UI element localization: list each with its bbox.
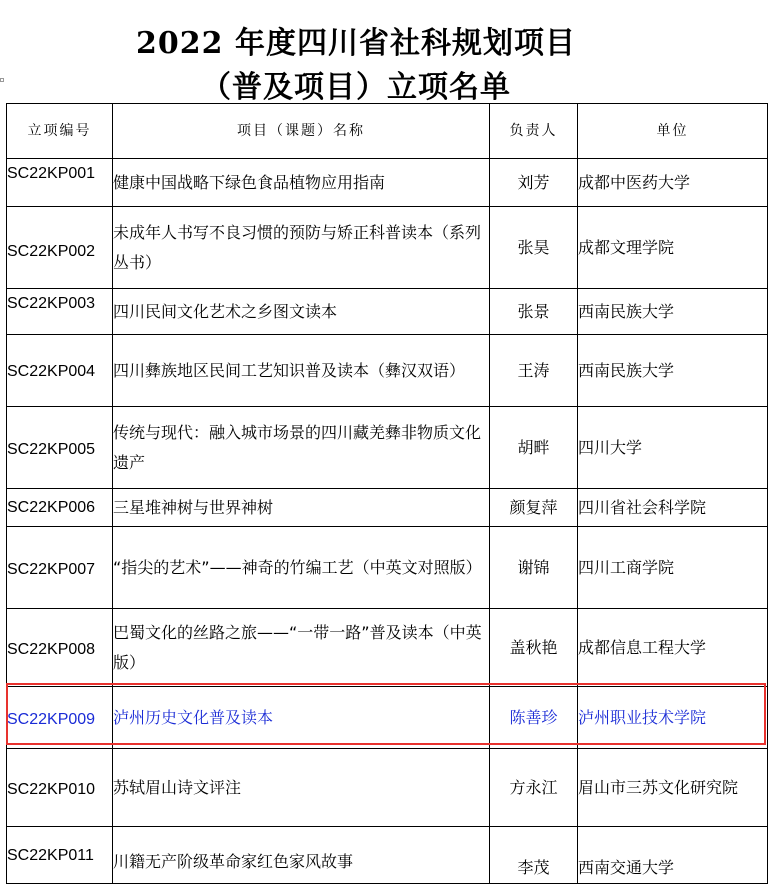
row-name: 巴蜀文化的丝路之旅——“一带一路”普及读本（中英版） — [113, 609, 490, 687]
row-code: SC22KP008 — [7, 609, 113, 687]
row-leader: 胡畔 — [490, 407, 578, 489]
row-code: SC22KP002 — [7, 207, 113, 289]
table-row — [7, 207, 768, 289]
table-row — [7, 749, 768, 827]
header-leader: 负责人 — [490, 104, 578, 159]
row-leader: 谢锦 — [490, 527, 578, 609]
row-unit: 成都信息工程大学 — [578, 609, 768, 687]
row-leader: 盖秋艳 — [490, 609, 578, 687]
row-unit: 泸州职业技术学院 — [578, 687, 768, 749]
row-name: “指尖的艺术”——神奇的竹编工艺（中英文对照版） — [113, 527, 490, 609]
row-unit: 眉山市三苏文化研究院 — [578, 749, 768, 827]
row-code: SC22KP006 — [7, 489, 113, 527]
row-leader: 李茂 — [490, 827, 578, 884]
table-row — [7, 609, 768, 687]
row-leader: 刘芳 — [490, 159, 578, 207]
row-name: 三星堆神树与世界神树 — [113, 489, 490, 527]
table-row — [7, 159, 768, 207]
row-unit: 西南民族大学 — [578, 335, 768, 407]
header-name: 项目（课题）名称 — [113, 104, 490, 159]
table-row — [7, 335, 768, 407]
table-row — [7, 489, 768, 527]
row-leader: 方永江 — [490, 749, 578, 827]
row-name: 传统与现代：融入城市场景的四川藏羌彝非物质文化遗产 — [113, 407, 490, 489]
row-unit: 四川省社会科学院 — [578, 489, 768, 527]
row-leader: 颜复萍 — [490, 489, 578, 527]
table-row — [7, 407, 768, 489]
project-list-table — [6, 103, 768, 884]
table-row — [7, 289, 768, 335]
row-unit: 四川工商学院 — [578, 527, 768, 609]
row-unit: 成都中医药大学 — [578, 159, 768, 207]
row-name: 健康中国战略下绿色食品植物应用指南 — [113, 159, 490, 207]
row-leader: 王涛 — [490, 335, 578, 407]
row-code: SC22KP003 — [7, 289, 113, 335]
row-code: SC22KP004 — [7, 335, 113, 407]
document-title-line2: （普及项目）立项名单 — [201, 70, 511, 105]
table-header-row — [7, 104, 768, 159]
table-row — [7, 827, 768, 884]
row-code: SC22KP009 — [7, 687, 113, 749]
row-code: SC22KP007 — [7, 527, 113, 609]
row-name: 泸州历史文化普及读本 — [113, 687, 490, 749]
row-name: 川籍无产阶级革命家红色家风故事 — [113, 827, 490, 884]
row-leader: 陈善珍 — [490, 687, 578, 749]
row-name: 四川彝族地区民间工艺知识普及读本（彝汉双语） — [113, 335, 490, 407]
table-row — [7, 527, 768, 609]
row-code: SC22KP001 — [7, 159, 113, 207]
row-code: SC22KP011 — [7, 827, 113, 884]
row-unit: 西南民族大学 — [578, 289, 768, 335]
row-code: SC22KP010 — [7, 749, 113, 827]
row-leader: 张景 — [490, 289, 578, 335]
header-unit: 单位 — [578, 104, 768, 159]
row-name: 四川民间文化艺术之乡图文读本 — [113, 289, 490, 335]
header-code: 立项编号 — [7, 104, 113, 159]
row-unit: 成都文理学院 — [578, 207, 768, 289]
row-unit: 西南交通大学 — [578, 827, 768, 884]
row-unit: 四川大学 — [578, 407, 768, 489]
document-title-line1: 2022 年度四川省社科规划项目 — [136, 26, 576, 61]
table-row-highlighted — [7, 687, 768, 749]
row-leader: 张昊 — [490, 207, 578, 289]
row-name: 未成年人书写不良习惯的预防与矫正科普读本（系列丛书） — [113, 207, 490, 289]
row-code: SC22KP005 — [7, 407, 113, 489]
row-name: 苏轼眉山诗文评注 — [113, 749, 490, 827]
